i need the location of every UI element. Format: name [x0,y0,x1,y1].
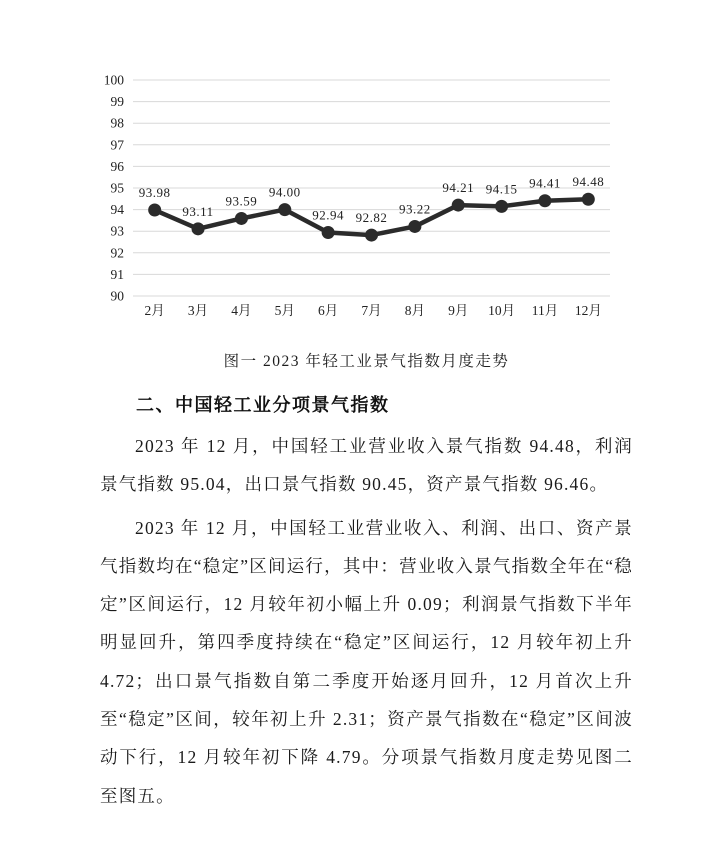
body-text [100,427,633,815]
figure-1-caption: 图一 2023 年轻工业景气指数月度走势 [223,353,510,370]
data-point-marker [322,226,335,239]
paragraph-summary: 2023 年 12 月，中国轻工业营业收入景气指数 94.48，利润景气指数 95.04，出口景气指数 90.45，资产景气指数 96.46。 [100,436,633,495]
y-tick-label: 92 [110,245,124,261]
y-tick-label: 100 [103,72,124,88]
x-tick-label: 3月 [187,303,209,318]
x-tick-label: 6月 [318,303,339,318]
x-tick-label: 5月 [274,303,295,318]
data-point-marker [538,194,551,207]
data-point-label: 92.82 [355,210,388,226]
data-point-label: 94.48 [572,174,605,190]
data-point-marker [148,204,161,217]
data-point-label: 93.98 [138,185,171,201]
data-point-marker [192,222,205,235]
data-point-marker [235,212,248,225]
data-point-marker [365,229,378,242]
figure-1-chart-area [0,0,705,335]
x-tick-label: 8月 [404,303,425,318]
x-tick-label: 12月 [574,303,602,318]
y-tick-label: 90 [110,288,124,304]
y-tick-label: 99 [110,94,124,110]
x-tick-label: 4月 [231,303,252,318]
x-tick-label: 7月 [361,303,382,318]
data-point-label: 94.21 [442,180,475,196]
y-tick-label: 96 [110,158,124,174]
data-point-marker [495,200,508,213]
data-point-label: 92.94 [312,207,345,223]
data-point-marker [408,220,421,233]
data-point-label: 93.59 [225,193,258,209]
data-point-label: 94.00 [268,184,301,200]
data-point-label: 93.22 [398,201,431,217]
y-tick-label: 91 [110,266,124,282]
data-point-marker [278,203,291,216]
y-tick-label: 94 [110,202,124,218]
data-point-label: 94.41 [529,175,561,191]
x-tick-label: 10月 [488,303,516,318]
data-point-marker [452,199,465,212]
data-point-label: 93.11 [182,203,214,219]
x-tick-label: 2月 [144,303,165,318]
y-tick-label: 93 [110,223,124,239]
x-tick-label: 9月 [448,303,469,318]
y-tick-label: 97 [110,137,124,153]
x-tick-label: 11月 [531,303,559,318]
data-point-marker [582,193,595,206]
section-heading: 二、中国轻工业分项景气指数 [136,395,390,415]
y-tick-label: 95 [110,180,124,196]
data-point-label: 94.15 [485,181,518,197]
monthly-index-line-chart [0,0,705,335]
y-tick-label: 98 [110,115,124,131]
paragraph-detail: 2023 年 12 月，中国轻工业营业收入、利润、出口、资产景气指数均在“稳定”区间运行，其中：营业收入景气指数全年在“稳定”区间运行，12 月较年初小幅上升 0.09；利润景气指数下半年明显回升，第四季度持续在“稳定”区间运行，12 月较年初上升 4.72；出口景气指数自第二季度开始逐月回升，12 月首次上升至“稳定”区间，较年初上升 2.31；资产景气指数在“稳定”区间波动下行，12 月较年初下降 4.79。分项景气指数月度走势见图二至图五。 [100,517,633,806]
